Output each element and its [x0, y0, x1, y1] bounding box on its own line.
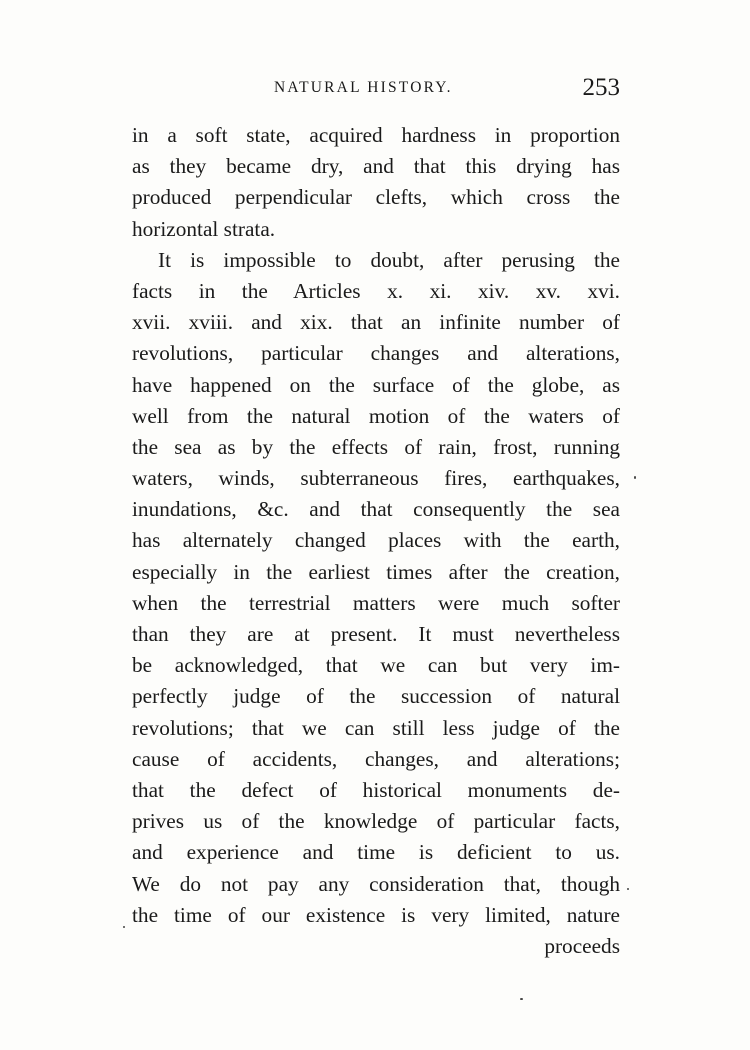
text-line: and experience and time is deficient to us.: [132, 840, 620, 865]
text-line: have happened on the surface of the globe, as: [132, 372, 620, 397]
text-line: inundations, &c. and that consequently the sea: [132, 497, 620, 522]
paper-speck: [634, 476, 636, 479]
running-title: NATURAL HISTORY.: [274, 79, 453, 96]
page-number: 253: [582, 74, 620, 101]
text-line: facts in the Articles x. xi. xiv. xv. xvi.: [132, 278, 620, 303]
text-line: has alternately changed places with the earth,: [132, 528, 620, 553]
text-line: horizontal strata.: [132, 216, 276, 241]
text-line: produced perpendicular clefts, which cross the: [132, 185, 620, 210]
text-line: prives us of the knowledge of particular facts,: [132, 809, 620, 834]
paper-speck: [627, 888, 629, 890]
text-line: when the terrestrial matters were much softer: [132, 590, 620, 615]
text-line: cause of accidents, changes, and alterations;: [132, 746, 620, 771]
paper-speck: [123, 926, 125, 928]
running-head: [132, 74, 622, 106]
text-line: revolutions; that we can still less judge of the: [132, 715, 620, 740]
text-line: especially in the earliest times after the creation,: [132, 559, 620, 584]
text-line: that the defect of historical monuments de-: [132, 777, 620, 802]
text-line: xvii. xviii. and xix. that an infinite number of: [132, 310, 620, 335]
paragraph-first-line: It is impossible to doubt, after perusing the: [158, 247, 620, 272]
body-text: [132, 120, 620, 962]
text-line: revolutions, particular changes and alterations,: [132, 341, 620, 366]
text-line: well from the natural motion of the waters of: [132, 403, 620, 428]
paper-speck: [520, 998, 523, 1000]
text-line: in a soft state, acquired hardness in proportion: [132, 123, 620, 147]
text-line: perfectly judge of the succession of natural: [132, 684, 620, 709]
catchword: proceeds: [544, 933, 620, 958]
text-line: as they became dry, and that this drying has: [132, 154, 620, 179]
text-line: waters, winds, subterraneous fires, earthquakes,: [132, 466, 620, 491]
text-line: the time of our existence is very limited, nature: [132, 902, 620, 927]
text-line: the sea as by the effects of rain, frost, running: [132, 434, 620, 459]
text-line: be acknowledged, that we can but very im-: [132, 653, 620, 678]
text-line: We do not pay any consideration that, though: [132, 871, 620, 896]
text-line: than they are at present. It must nevertheless: [132, 622, 620, 646]
